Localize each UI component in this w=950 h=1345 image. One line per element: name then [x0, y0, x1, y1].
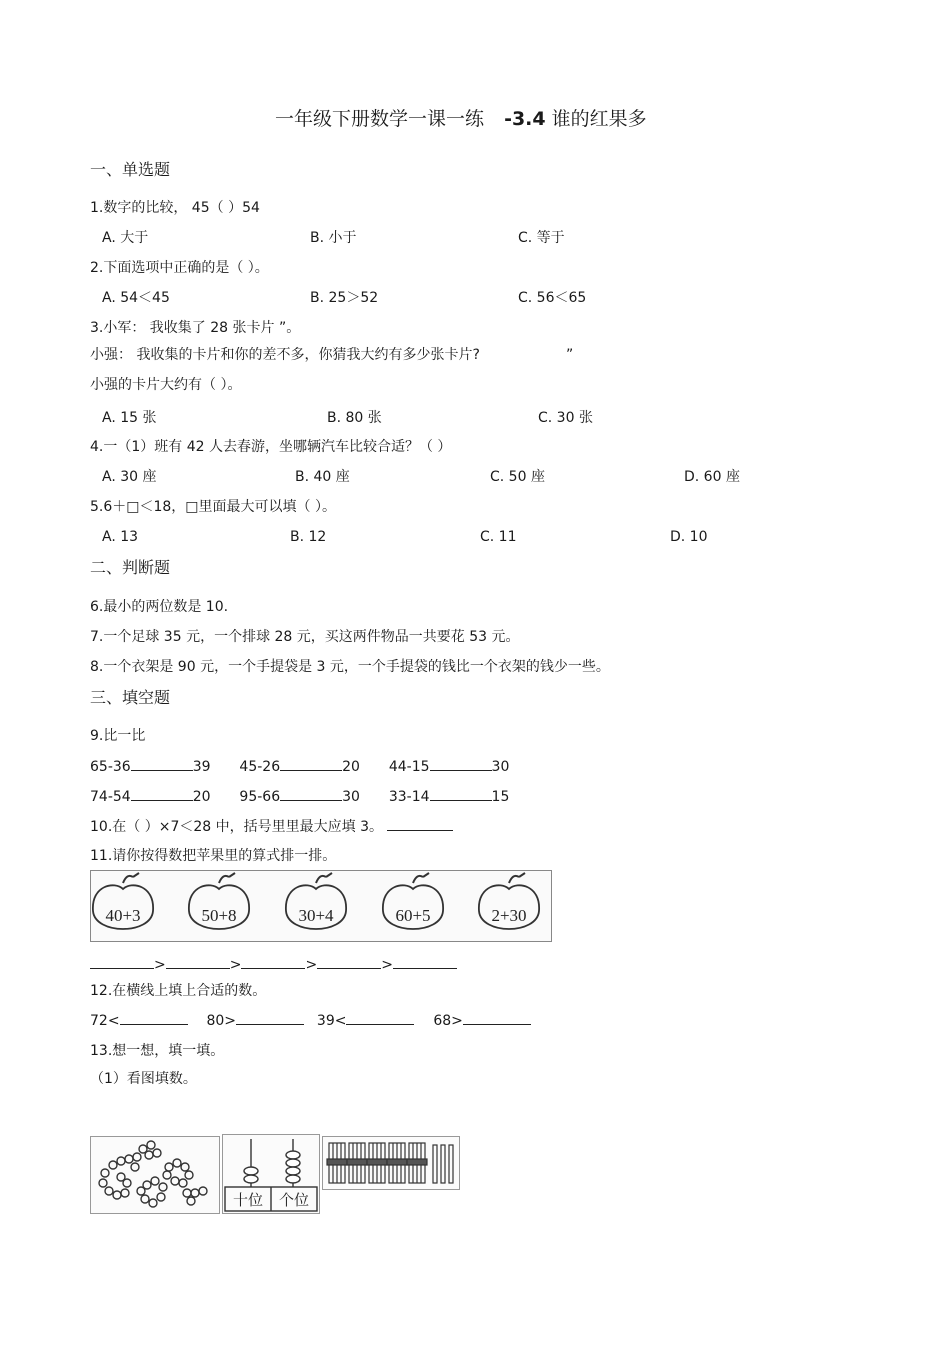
apples-figure: [90, 870, 552, 942]
answer-blank[interactable]: [387, 818, 453, 831]
answer-blank[interactable]: [241, 956, 305, 969]
title-tail: 谁的红果多: [551, 108, 647, 130]
bead-cluster: [99, 1141, 207, 1207]
q1-option-b[interactable]: B. 小于: [310, 230, 357, 246]
section-heading-fill-blank: 三、填空题: [90, 688, 171, 707]
q4-option-a[interactable]: A. 30 座: [102, 469, 157, 485]
question-3-line-2: 小强： 我收集的卡片和你的差不多，你猜我大约有多少张卡片?: [90, 347, 480, 363]
q1-option-c[interactable]: C. 等于: [518, 230, 565, 246]
question-1-stem: 1.数字的比较， 45（ ）54: [90, 200, 260, 216]
answer-blank[interactable]: [131, 788, 193, 801]
question-10: [90, 818, 453, 836]
section-heading-true-false: 二、判断题: [90, 558, 171, 577]
answer-blank[interactable]: [430, 758, 492, 771]
answer-blank[interactable]: [463, 1012, 531, 1025]
beads-picture: [90, 1136, 220, 1214]
question-6: 6.最小的两位数是 10.: [90, 599, 229, 615]
question-13-stem: 13.想一想，填一填。: [90, 1043, 225, 1059]
answer-blank[interactable]: [131, 758, 193, 771]
q4-option-c[interactable]: C. 50 座: [490, 469, 545, 485]
question-4-stem: 4.一（1）班有 42 人去春游，坐哪辆汽车比较合适？（ ）: [90, 439, 452, 455]
apple-expression: 40+3: [105, 906, 141, 925]
apple: [189, 873, 249, 929]
greater-than-sign: >: [381, 957, 393, 973]
q9-value: 30: [342, 789, 360, 805]
q5-option-b[interactable]: B. 12: [290, 529, 327, 545]
q9-expr: 65-36: [90, 759, 131, 775]
question-3-line-1: 3.小军： 我收集了 28 张卡片 ”。: [90, 320, 301, 336]
page-title: [275, 104, 647, 131]
q5-option-d[interactable]: D. 10: [670, 529, 708, 545]
q9-value: 20: [342, 759, 360, 775]
apple-expression: 50+8: [201, 906, 237, 925]
q3-option-a[interactable]: A. 15 张: [102, 410, 157, 426]
q2-option-b[interactable]: B. 25＞52: [310, 290, 379, 306]
q12-prefix: 68>: [433, 1013, 463, 1029]
q9-expr: 33-14: [388, 789, 430, 805]
q9-row-1: [90, 758, 509, 776]
q5-option-c[interactable]: C. 11: [480, 529, 517, 545]
abacus-picture: [222, 1134, 320, 1214]
sticks-bundles-picture: [322, 1136, 460, 1190]
answer-blank[interactable]: [393, 956, 457, 969]
answer-blank[interactable]: [430, 788, 492, 801]
q9-expr: 44-15: [388, 759, 430, 775]
question-10-stem: 10.在（ ）×7＜28 中，括号里里最大应填 3。: [90, 819, 383, 835]
q3-option-c[interactable]: C. 30 张: [538, 410, 593, 426]
question-11-stem: 11.请你按得数把苹果里的算式排一排。: [90, 848, 337, 864]
q9-expr: 74-54: [90, 789, 131, 805]
answer-blank[interactable]: [120, 1012, 188, 1025]
abacus-beads: [244, 1151, 300, 1183]
question-3-closing-quote: ”: [566, 347, 574, 363]
q9-value: 39: [192, 759, 211, 775]
answer-blank[interactable]: [280, 758, 342, 771]
answer-blank[interactable]: [236, 1012, 304, 1025]
q2-option-a[interactable]: A. 54＜45: [102, 290, 170, 306]
q4-option-d[interactable]: D. 60 座: [684, 469, 740, 485]
q9-value: 15: [491, 789, 510, 805]
answer-blank[interactable]: [166, 956, 230, 969]
question-2-stem: 2.下面选项中正确的是（ ）。: [90, 260, 269, 276]
q3-option-b[interactable]: B. 80 张: [327, 410, 382, 426]
question-8: 8.一个衣架是 90 元，一个手提袋是 3 元，一个手提袋的钱比一个衣架的钱少一些。: [90, 659, 610, 675]
answer-blank[interactable]: [90, 956, 154, 969]
greater-than-sign: >: [305, 957, 318, 973]
answer-blank[interactable]: [317, 956, 381, 969]
q9-row-2: [90, 788, 509, 806]
question-5-stem: 5.6＋□＜18，□里面最大可以填（ ）。: [90, 499, 336, 515]
q9-expr: 95-66: [239, 789, 281, 805]
apple: [286, 873, 346, 929]
apple-expression: 2+30: [491, 906, 527, 925]
question-7: 7.一个足球 35 元，一个排球 28 元，买这两件物品一共要花 53 元。: [90, 629, 520, 645]
abacus-ones-label: 个位: [278, 1191, 310, 1209]
section-heading-single-choice: 一、单选题: [90, 160, 171, 179]
question-3-line-3: 小强的卡片大约有（ ）。: [90, 377, 242, 393]
greater-than-sign: >: [154, 957, 166, 973]
q12-prefix: 80>: [206, 1013, 236, 1029]
title-main: 一年级下册数学一课一练: [275, 108, 485, 130]
apple: [383, 873, 443, 929]
apple: [479, 873, 539, 929]
q9-value: 30: [491, 759, 510, 775]
title-number: -3.4: [504, 108, 546, 130]
q1-option-a[interactable]: A. 大于: [102, 230, 149, 246]
q4-option-b[interactable]: B. 40 座: [295, 469, 350, 485]
q9-expr: 45-26: [239, 759, 281, 775]
question-9-stem: 9.比一比: [90, 728, 146, 744]
q12-answer-line: [90, 1012, 531, 1030]
q9-value: 20: [192, 789, 211, 805]
question-13-sub: （1）看图填数。: [90, 1071, 197, 1087]
abacus-tens-label: 十位: [232, 1191, 264, 1209]
answer-blank[interactable]: [280, 788, 342, 801]
apple: [93, 873, 153, 929]
q12-prefix: 39<: [316, 1013, 347, 1029]
apple-expression: 60+5: [395, 906, 431, 925]
answer-blank[interactable]: [346, 1012, 414, 1025]
q5-option-a[interactable]: A. 13: [102, 529, 139, 545]
q11-answer-line: [90, 956, 457, 974]
apple-expression: 30+4: [298, 906, 334, 925]
greater-than-sign: >: [229, 957, 242, 973]
stick-bundles: [327, 1143, 453, 1183]
q2-option-c[interactable]: C. 56＜65: [518, 290, 587, 306]
question-12-stem: 12.在横线上填上合适的数。: [90, 983, 267, 999]
q12-prefix: 72<: [90, 1013, 120, 1029]
